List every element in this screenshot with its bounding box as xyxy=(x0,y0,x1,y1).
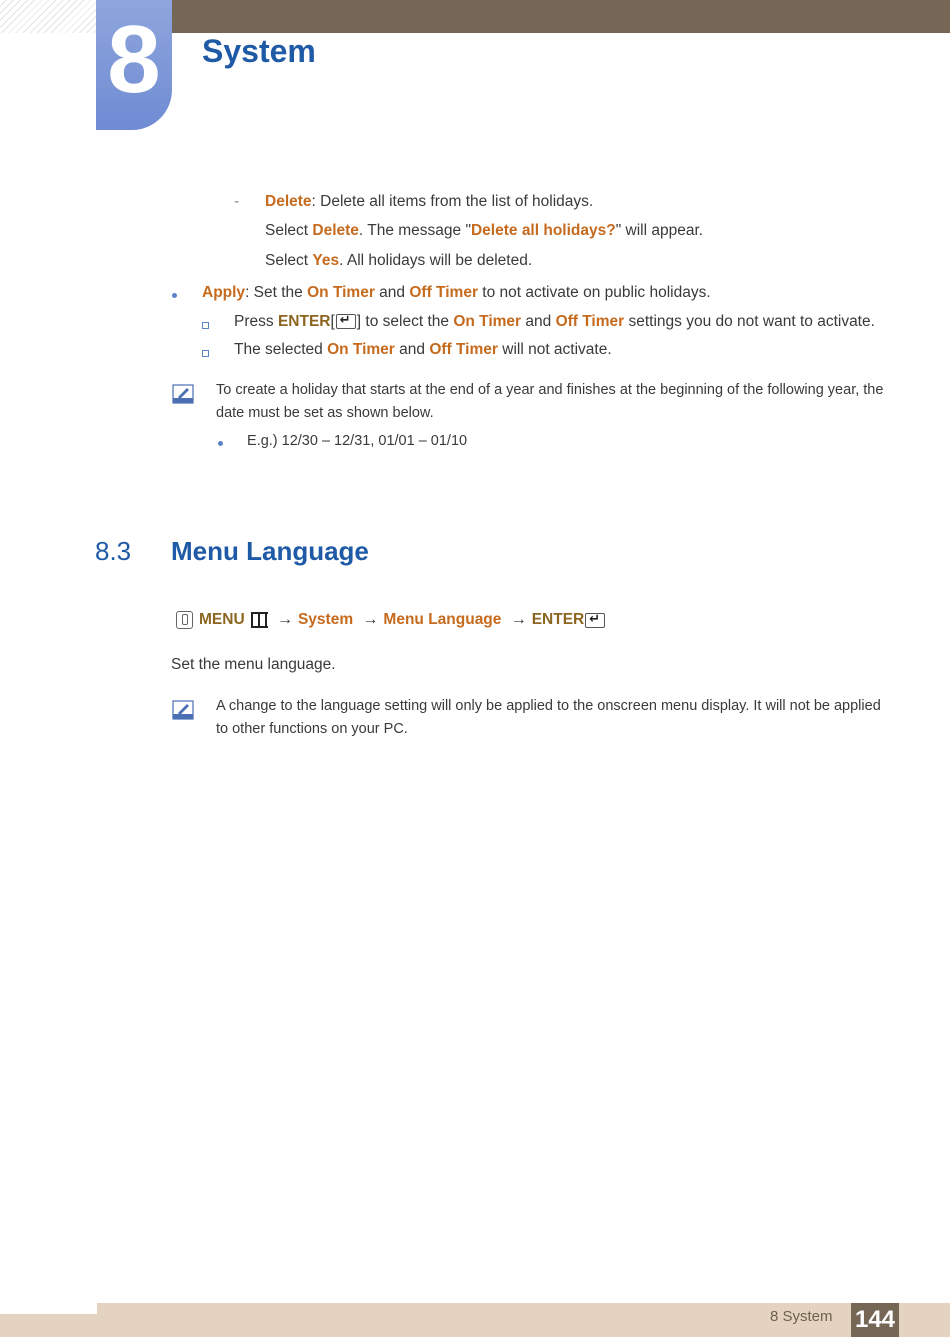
text-fragment: and xyxy=(521,313,556,330)
bullet-square-icon xyxy=(202,322,209,329)
note-text: To create a holiday that starts at the end of a year and finishes at the beginning of the following year, the date must be set as shown below. xyxy=(216,382,884,421)
apply-label: Apply xyxy=(202,284,246,301)
yes-label: Yes xyxy=(312,252,340,269)
note-icon xyxy=(172,383,194,405)
text-fragment: Press xyxy=(234,313,278,330)
off-timer-label: Off Timer xyxy=(429,341,498,358)
text-fragment: : Set the xyxy=(245,284,308,301)
delete-all-holidays-message: Delete all holidays? xyxy=(470,222,616,239)
delete-desc: : Delete all items from the list of holidays. xyxy=(311,193,594,210)
text-fragment: . The message " xyxy=(358,222,471,239)
delete-label: Delete xyxy=(265,193,312,210)
section-number: 8.3 xyxy=(95,536,132,566)
text-fragment: [ xyxy=(330,313,335,330)
system-label: System xyxy=(297,611,354,629)
arrow-icon: → xyxy=(510,611,527,629)
delete-message-line xyxy=(265,222,703,240)
select-yes-line xyxy=(265,252,532,270)
off-timer-label: Off Timer xyxy=(555,313,625,330)
dash-marker: - xyxy=(234,193,240,210)
text-fragment: . All holidays will be deleted. xyxy=(339,252,533,269)
on-timer-label: On Timer xyxy=(307,284,375,301)
note-text: A change to the language setting will only be applied to the onscreen menu display. It will not be applied to other functions on your PC. xyxy=(216,698,881,737)
apply-line xyxy=(202,284,711,302)
enter-label: ENTER xyxy=(531,611,585,629)
bullet-dot-icon xyxy=(218,441,223,446)
page-number: 144 xyxy=(851,1303,899,1337)
on-timer-label: On Timer xyxy=(327,341,395,358)
note-icon xyxy=(172,699,194,721)
menu-path xyxy=(176,611,606,629)
enter-label: ENTER xyxy=(277,313,331,330)
example-text: E.g.) 12/30 – 12/31, 01/01 – 01/10 xyxy=(247,433,468,449)
text-fragment: and xyxy=(394,341,430,358)
enter-icon xyxy=(336,314,356,329)
menu-language-label: Menu Language xyxy=(383,611,502,629)
chapter-title: System xyxy=(202,33,316,69)
menu-icon xyxy=(251,612,268,628)
text-fragment: will not activate. xyxy=(497,341,612,358)
text-fragment: and xyxy=(374,284,410,301)
remote-hand-icon xyxy=(176,611,193,629)
section-description: Set the menu language. xyxy=(171,656,336,673)
text-fragment: ] xyxy=(356,313,362,330)
text-fragment: Select xyxy=(265,222,313,239)
off-timer-label: Off Timer xyxy=(409,284,478,301)
arrow-icon: → xyxy=(276,611,293,629)
text-fragment: " will appear. xyxy=(615,222,704,239)
header-hatch-decoration xyxy=(0,0,97,33)
footer-chapter-label: 8 System xyxy=(770,1308,833,1325)
selected-timer-line xyxy=(234,341,612,359)
text-fragment: settings you do not want to activate. xyxy=(624,313,875,330)
enter-icon xyxy=(585,613,605,628)
chapter-number-tab: 8 xyxy=(96,0,172,130)
header-bar xyxy=(97,0,950,33)
delete-label-inline: Delete xyxy=(312,222,359,239)
menu-label: MENU xyxy=(199,611,245,629)
section-title: Menu Language xyxy=(171,536,369,566)
bullet-square-icon xyxy=(202,350,209,357)
bullet-dot-icon xyxy=(172,293,177,298)
text-fragment: Select xyxy=(265,252,313,269)
footer-left-strip xyxy=(0,1314,97,1337)
text-fragment: The selected xyxy=(234,341,328,358)
text-fragment: to select the xyxy=(361,313,454,330)
on-timer-label: On Timer xyxy=(453,313,522,330)
press-enter-line xyxy=(234,313,875,331)
arrow-icon: → xyxy=(362,611,379,629)
text-fragment: to not activate on public holidays. xyxy=(477,284,711,301)
delete-line xyxy=(265,193,593,211)
